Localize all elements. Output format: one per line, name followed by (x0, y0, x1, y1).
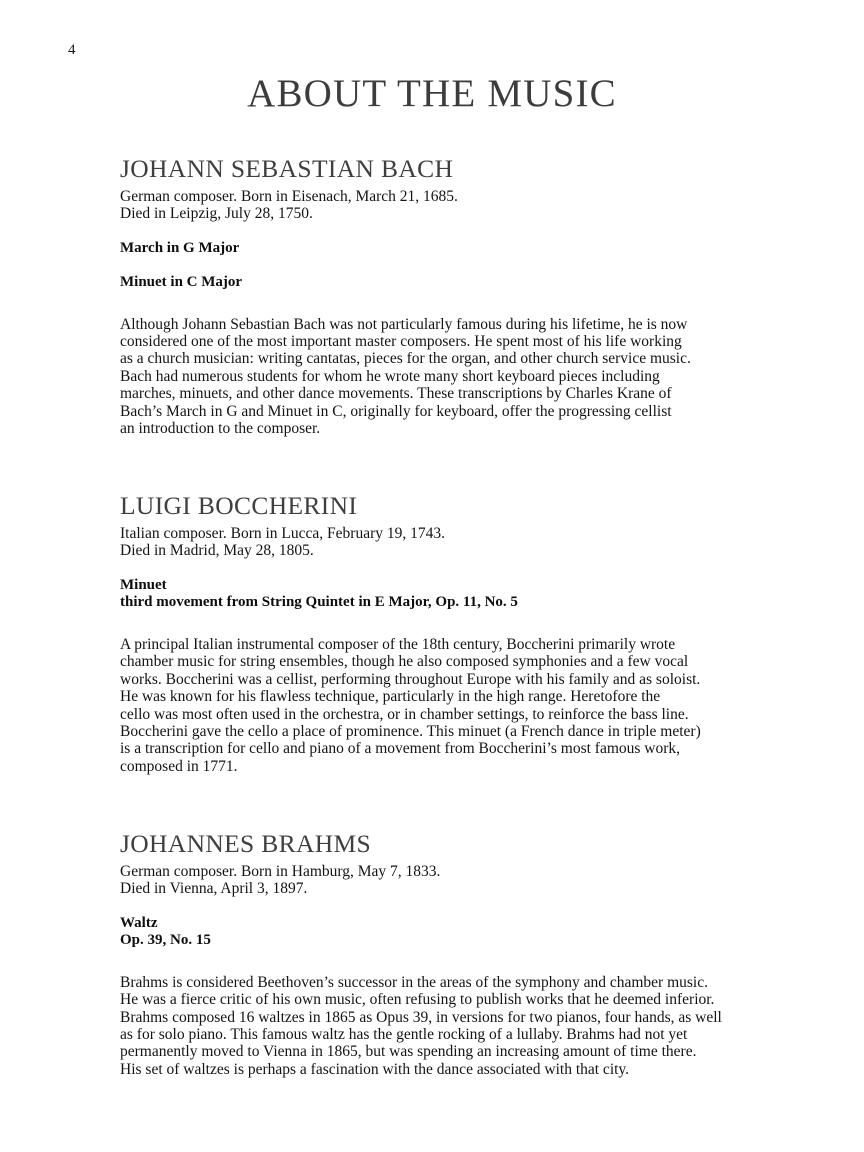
description-line: chamber music for string ensembles, though he also composed symphonies and a few vocal (120, 653, 689, 671)
description-line: as for solo piano. This famous waltz has the gentle rocking of a lullaby. Brahms had not yet (120, 1025, 688, 1043)
description-line: He was known for his flawless technique, particularly in the high range. Heretofore the (120, 688, 661, 706)
composer-name: JOHANN SEBASTIAN BACH (120, 154, 454, 183)
content-column (120, 155, 745, 1094)
composer-description (120, 316, 745, 438)
composer-lifespan (120, 188, 745, 223)
work-subtitle: Op. 39, No. 15 (120, 932, 211, 949)
description-line: Bach’s March in G and Minuet in C, originally for keyboard, offer the progressing cellist (120, 402, 672, 420)
description-line: an introduction to the composer. (120, 419, 321, 437)
work-item (120, 274, 745, 292)
description-line: permanently moved to Vienna in 1865, but was spending an increasing amount of time there. (120, 1043, 697, 1061)
description-line: works. Boccherini was a cellist, performing throughout Europe with his family and as soloist. (120, 670, 701, 688)
composer-section (120, 155, 745, 437)
page-title: ABOUT THE MUSIC (247, 72, 617, 115)
composer-birth-line: German composer. Born in Eisenach, March 21, 1685. (120, 187, 458, 205)
composer-section (120, 492, 745, 775)
work-item (120, 577, 745, 612)
description-line: composed in 1771. (120, 757, 238, 775)
work-title: Minuet in C Major (120, 274, 243, 291)
page-number: 4 (68, 42, 76, 58)
description-line: marches, minuets, and other dance movements. These transcriptions by Charles Krane of (120, 385, 672, 403)
composer-name: JOHANNES BRAHMS (120, 829, 372, 859)
composer-birth-line: German composer. Born in Hamburg, May 7, 1833. (120, 862, 441, 880)
description-line: Boccherini gave the cello a place of prominence. This minuet (a French dance in triple meter) (120, 722, 701, 740)
description-line: A principal Italian instrumental composer of the 18th century, Boccherini primarily wrote (120, 635, 676, 653)
description-line: Bach had numerous students for whom he wrote many short keyboard pieces including (120, 367, 660, 385)
work-subtitle: third movement from String Quintet in E Major, Op. 11, No. 5 (120, 594, 518, 611)
work-title: Minuet (120, 576, 167, 593)
description-line: is a transcription for cello and piano of a movement from Boccherini’s most famous work, (120, 740, 681, 758)
work-list (120, 240, 745, 292)
composer-birth-line: Italian composer. Born in Lucca, February 19, 1743. (120, 524, 445, 542)
work-item (120, 915, 745, 950)
composer-section (120, 830, 745, 1078)
work-item (120, 240, 745, 258)
description-line: Brahms is considered Beethoven’s successor in the areas of the symphony and chamber music. (120, 973, 708, 991)
description-line: as a church musician: writing cantatas, pieces for the organ, and other church service music. (120, 350, 691, 368)
description-line: Although Johann Sebastian Bach was not particularly famous during his lifetime, he is now (120, 315, 688, 333)
composer-death-line: Died in Madrid, May 28, 1805. (120, 542, 314, 560)
composer-death-line: Died in Leipzig, July 28, 1750. (120, 205, 313, 223)
description-line: He was a fierce critic of his own music, often refusing to publish works that he deemed inferior. (120, 991, 715, 1009)
description-line: considered one of the most important master composers. He spent most of his life working (120, 332, 682, 350)
composer-name: LUIGI BOCCHERINI (120, 491, 358, 521)
work-list (120, 577, 745, 612)
composer-description (120, 636, 745, 775)
composer-description (120, 974, 745, 1078)
work-title: Waltz (120, 914, 158, 931)
description-line: Brahms composed 16 waltzes in 1865 as Opus 39, in versions for two pianos, four hands, as well (120, 1008, 722, 1026)
composer-lifespan (120, 863, 745, 898)
composer-lifespan (120, 525, 745, 560)
description-line: cello was most often used in the orchestra, or in chamber settings, to reinforce the bass line. (120, 705, 689, 723)
work-list (120, 915, 745, 950)
work-title: March in G Major (120, 239, 240, 256)
description-line: His set of waltzes is perhaps a fascination with the dance associated with that city. (120, 1060, 630, 1078)
composer-death-line: Died in Vienna, April 3, 1897. (120, 880, 308, 898)
